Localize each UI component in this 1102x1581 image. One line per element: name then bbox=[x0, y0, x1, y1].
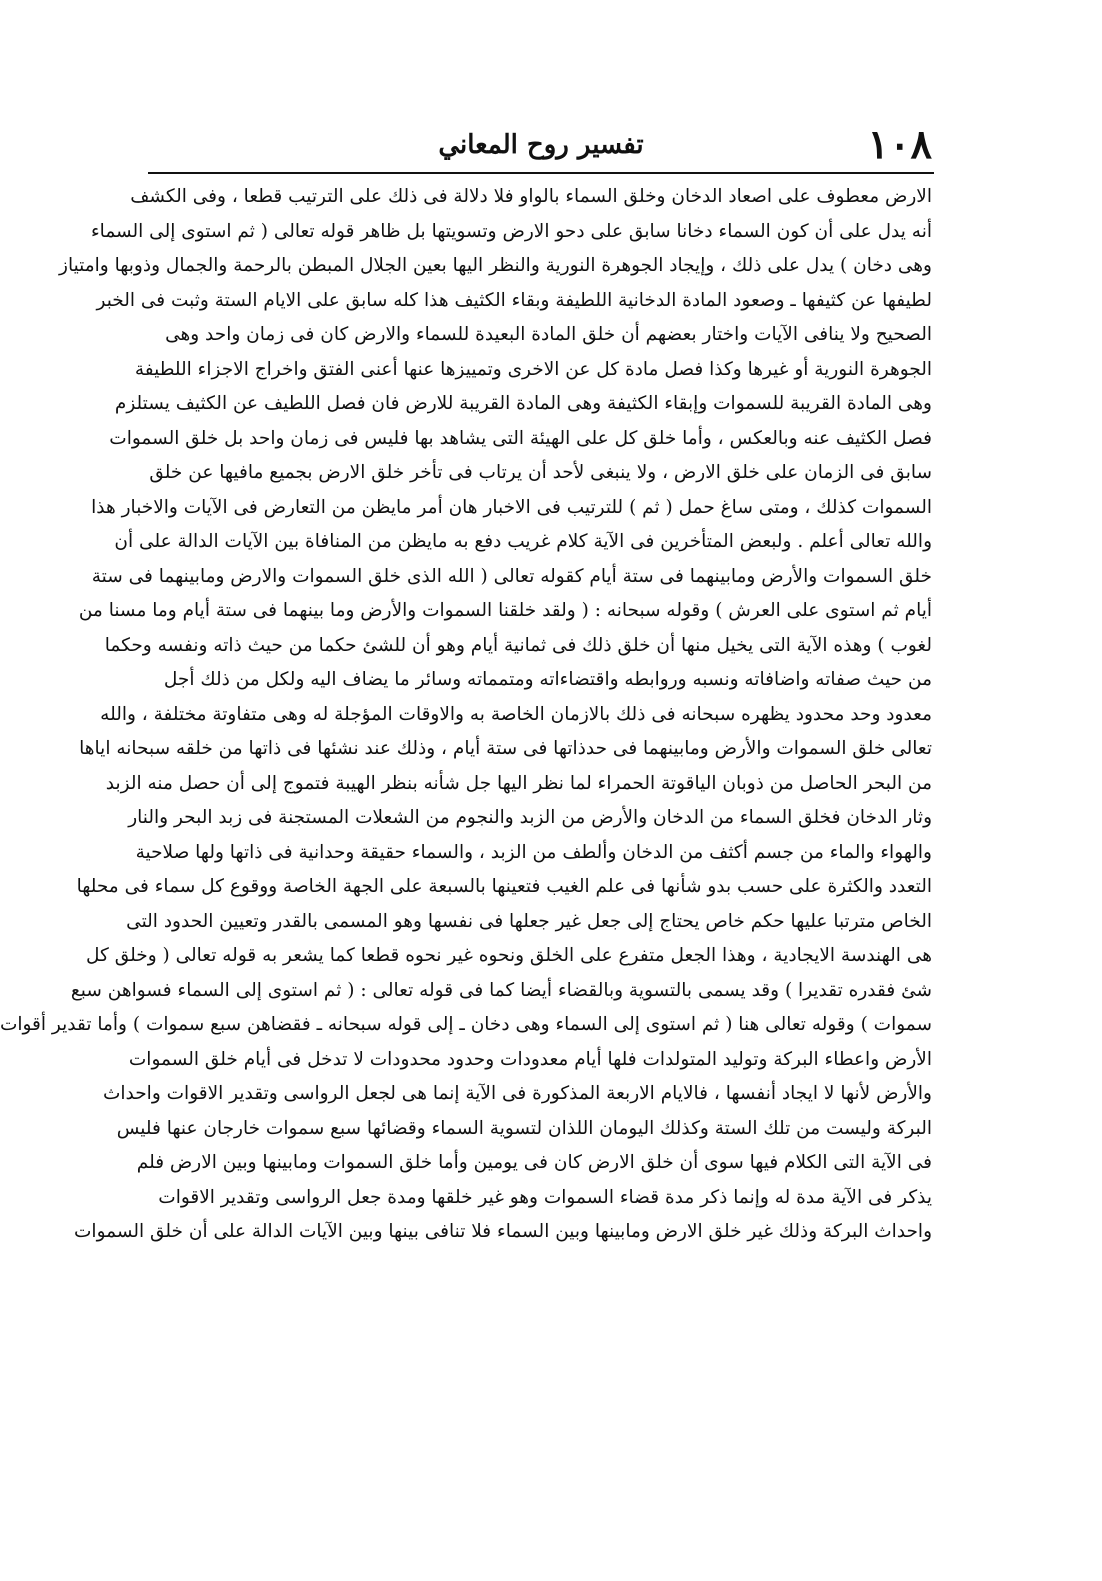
text-line: الجوهرة النورية أو غيرها وكذا فصل مادة كل عن الاخرى وتمييزها عنها أعنى الفتق واخراج الاجزاء اللطيفة bbox=[134, 358, 932, 380]
text-line: وهى المادة القريبة للسموات وإبقاء الكثيفة وهى المادة القريبة للارض فان فصل اللطيف عن الكثيف يستلزم bbox=[114, 393, 932, 414]
text-line: التعدد والكثرة على حسب بدو شأنها فى علم الغيب فتعينها بالسبعة على الجهة الخاصة ووقوع كل سماء فى محلها bbox=[76, 876, 932, 897]
text-line: الأرض واعطاء البركة وتوليد المتولدات فلها أيام معدودات وحدود محدودات لا تدخل فى أيام خلق السموات bbox=[128, 1048, 932, 1070]
text-line: سابق فى الزمان على خلق الارض ، ولا ينبغى لأحد أن يرتاب فى تأخر خلق الارض بجميع مافيها عن خلق bbox=[149, 462, 932, 483]
text-line: والهواء والماء من جسم أكثف من الدخان وألطف من الزبد ، والسماء حقيقة وحدانية فى ذاتها ولها صلاحية bbox=[135, 841, 932, 863]
text-line: سموات ) وقوله تعالى هنا ( ثم استوى إلى السماء وهى دخان ـ إلى قوله سبحانه ـ فقضاهن سبع سموات ) وأما تقدير أقوات bbox=[0, 1014, 932, 1035]
running-title: تفسير روح المعاني bbox=[438, 130, 644, 160]
text-line: تعالى خلق السموات والأرض ومابينهما فى حدذاتها فى ستة أيام ، وذلك عند نشئها فى ذاتها من خلقه سبحانه اياها bbox=[79, 738, 932, 759]
text-line: السموات كذلك ، ومتى ساغ حمل ( ثم ) للترتيب فى الاخبار هان أمر مايظن من التعارض فى الآيات والاخبار هذا bbox=[91, 496, 932, 518]
text-line: البركة وليست من تلك الستة وكذلك اليومان اللذان لتسوية السماء وقضائها سبع سموات خارجان عنها فليس bbox=[116, 1117, 932, 1139]
text-line: والأرض لأنها لا ايجاد أنفسها ، فالايام الاربعة المذكورة فى الآية إنما هى لجعل الرواسى وتقدير الاقوات واحداث bbox=[102, 1083, 932, 1104]
header-rule bbox=[148, 172, 934, 174]
body-text bbox=[0, 180, 932, 1250]
text-line: لطيفها عن كثيفها ـ وصعود المادة الدخانية اللطيفة وبقاء الكثيف هذا كله سابق على الايام الستة وثبت فى الخبر bbox=[96, 289, 932, 311]
text-line: الخاص مترتبا عليها حكم خاص يحتاج إلى جعل غير جعلها فى نفسها وهو المسمى بالقدر وتعيين الحدود التى bbox=[126, 910, 932, 932]
text-line: الارض معطوف على اصعاد الدخان وخلق السماء بالواو فلا دلالة فى ذلك على الترتيب قطعا ، وفى الكشف bbox=[130, 186, 932, 207]
text-line: من حيث صفاته واضافاته ونسبه وروابطه واقتضاءاته ومتمماته وسائر ما يضاف اليه ولكل من ذلك أجل bbox=[163, 669, 932, 690]
text-line: هى الهندسة الايجادية ، وهذا الجعل متفرع على الخلق ونحوه غير نحوه قطعا كما يشعر به قوله تعالى ( وخلق كل bbox=[86, 945, 932, 966]
text-line: أنه يدل على أن كون السماء دخانا سابق على دحو الارض وتسويتها بل ظاهر قوله تعالى ( ثم استوى إلى السماء bbox=[90, 220, 932, 242]
page-number: ١٠٨ bbox=[867, 121, 932, 168]
text-line: أيام ثم استوى على العرش ) وقوله سبحانه : ( ولقد خلقنا السموات والأرض وما بينهما فى ستة أيام وما مسنا من bbox=[78, 600, 932, 621]
text-line: من البحر الحاصل من ذوبان الياقوتة الحمراء لما نظر اليها جل شأنه بنظر الهيبة فتموج إلى أن حصل منه الزبد bbox=[105, 772, 932, 794]
text-line: شئ فقدره تقديرا ) وقد يسمى بالتسوية وبالقضاء أيضا كما فى قوله تعالى : ( ثم استوى إلى السماء فسواهن سبع bbox=[70, 979, 932, 1001]
text-line: الصحيح ولا ينافى الآيات واختار بعضهم أن خلق المادة البعيدة للسماء والارض كان فى زمان واحد وهى bbox=[165, 324, 932, 345]
text-line: فصل الكثيف عنه وبالعكس ، وأما خلق كل على الهيئة التى يشاهد بها فليس فى زمان واحد بل خلق السموات bbox=[109, 427, 932, 449]
text-line: فى الآية التى الكلام فيها سوى أن خلق الارض كان فى يومين وأما خلق السموات ومابينها وبين الارض فلم bbox=[136, 1152, 932, 1173]
text-line: لغوب ) وهذه الآية التى يخيل منها أن خلق ذلك فى ثمانية أيام وهو أن للشئ حكما من حيث ذاته ونفسه وحكما bbox=[104, 634, 932, 656]
text-line: يذكر فى الآية مدة له وإنما ذكر مدة قضاء السموات وهو غير خلقها ومدة جعل الرواسى وتقدير الاقوات bbox=[158, 1186, 932, 1208]
text-line: وثار الدخان فخلق السماء من الدخان والأرض من الزبد والنجوم من الشعلات المستجنة فى زبد البحر والنار bbox=[128, 807, 932, 828]
text-line: خلق السموات والأرض ومابينهما فى ستة أيام كقوله تعالى ( الله الذى خلق السموات والارض ومابينهما فى ستة bbox=[91, 565, 932, 587]
text-line: واحداث البركة وذلك غير خلق الارض ومابينها وبين السماء فلا تنافى بينها وبين الآيات الدالة على أن خلق السموات bbox=[74, 1221, 932, 1242]
text-line: والله تعالى أعلم . ولبعض المتأخرين فى الآية كلام غريب دفع به مايظن من المنافاة بين الآيات الدالة على أن bbox=[114, 531, 932, 552]
page-header bbox=[150, 122, 932, 168]
text-line: وهى دخان ) يدل على ذلك ، وإيجاد الجوهرة النورية والنظر اليها بعين الجلال المبطن بالرحمة والجمال وذوبها وامتياز bbox=[59, 255, 932, 276]
text-line: معدود وحد محدود يظهره سبحانه فى ذلك بالازمان الخاصة به والاوقات المؤجلة له وهى متفاوتة مختلفة ، والله bbox=[100, 703, 932, 725]
